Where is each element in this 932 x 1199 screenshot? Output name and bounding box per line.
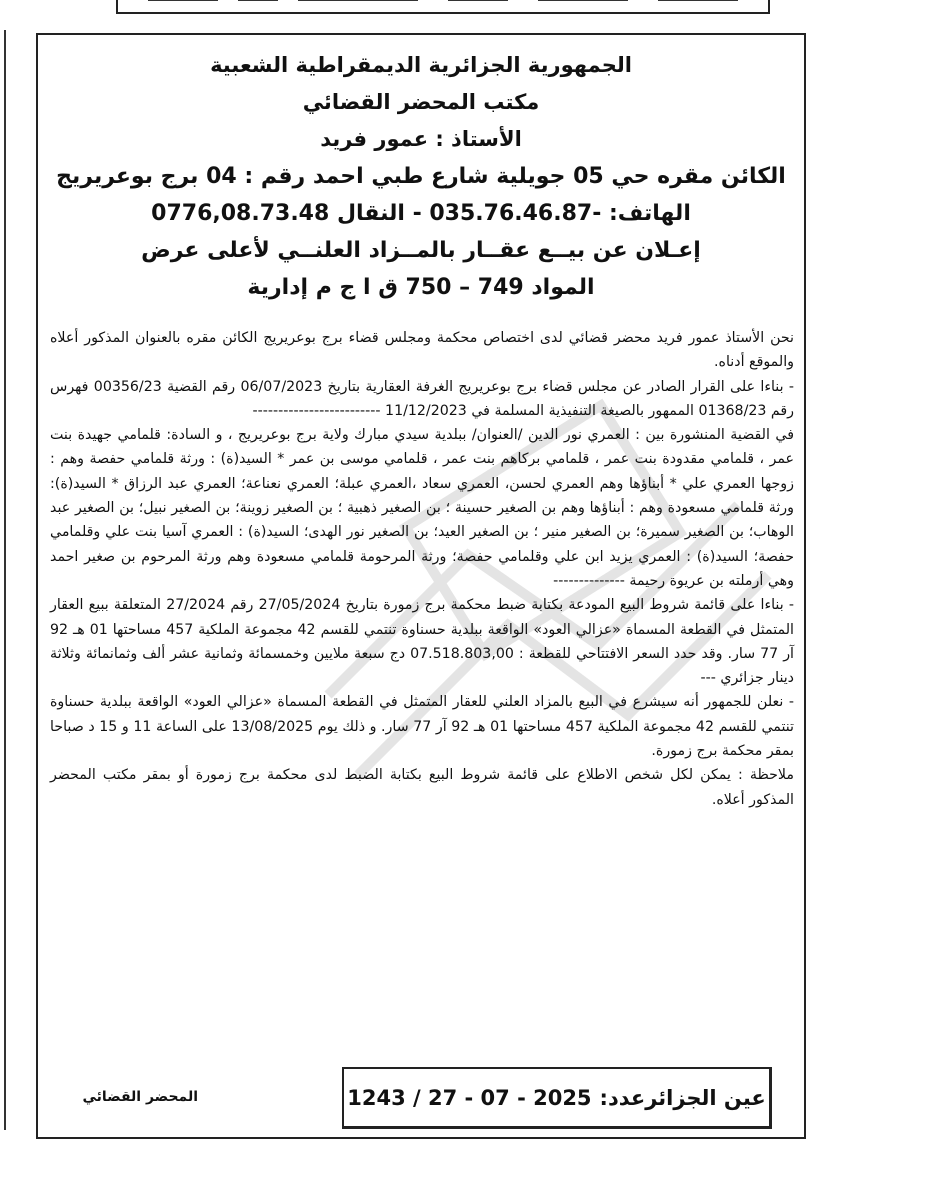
stamp-label: عين الجزائرعدد: bbox=[599, 1085, 766, 1110]
intro-paragraph: نحن الأستاذ عمور فريد محضر قضائي لدى اختصاص محكمة ومجلس قضاء برج بوعريريج الكائن مقره بالعنوان المذكور أعلاه والموقع أدناه. bbox=[50, 330, 794, 371]
court-decision-paragraph: - بناءا على القرار الصادر عن مجلس قضاء برج بوعريريج الغرفة العقارية بتاريخ 06/07/2023 رقم القضية 00356/23 فهرس رقم 01368/23 الممهور بالصيغة التنفيذية المسلمة في 11/12/2023 ------------------------- bbox=[50, 378, 794, 419]
top-strip-dash bbox=[238, 0, 278, 1]
top-strip-dash bbox=[148, 0, 218, 1]
notice-header bbox=[38, 47, 804, 306]
office-address: الكائن مقره حي 05 جويلية شارع طبي احمد رقم : 04 برج بوعريريج bbox=[56, 164, 786, 189]
top-strip-dash bbox=[658, 0, 738, 1]
top-strip-dash bbox=[448, 0, 508, 1]
top-strip-dash bbox=[538, 0, 628, 1]
stamp-value: 1243 / 27 - 07 - 2025 bbox=[347, 1085, 592, 1110]
phone-numbers: الهاتف: -035.76.46.87 - النقال 0776,08.73.48 bbox=[151, 201, 691, 226]
previous-notice-box bbox=[116, 0, 770, 14]
note-paragraph: ملاحظة : يمكن لكل شخص الاطلاع على قائمة شروط البيع بكتابة الضبط لدى محكمة برج زمورة أو بمقر مكتب المحضر المذكور أعلاه. bbox=[50, 767, 794, 808]
top-strip-dash bbox=[298, 0, 418, 1]
legal-articles: المواد 749 – 750 ق ا ج م إدارية bbox=[247, 275, 595, 300]
notice-body bbox=[50, 326, 794, 812]
office-name: مكتب المحضر القضائي bbox=[302, 90, 540, 114]
publication-stamp bbox=[342, 1067, 772, 1129]
notice-title: إعـلان عن بيــع عقــار بالمــزاد العلنــي لأعلى عرض bbox=[141, 238, 701, 263]
auction-announcement-paragraph: - نعلن للجمهور أنه سيشرع في البيع بالمزاد العلني للعقار المتمثل في القطعة المسماة «عزالي العود» الواقعة ببلدية حسناوة تنتمي للقسم 42 مجموعة الملكية 457 مساحتها 01 هـ 92 آر 77 سار. و ذلك يوم 13/08/2025 على الساعة 11 و 15 د صباحا بمقر محكمة برج زمورة. bbox=[50, 694, 794, 760]
republic-name: الجمهورية الجزائرية الديمقراطية الشعبية bbox=[210, 53, 632, 77]
parties-paragraph: في القضية المنشورة بين : العمري نور الدين /العنوان/ ببلدية سيدي مبارك ولاية برج بوعريريج ، و السادة: قلمامي جهيدة بنت عمر ، قلمامي مقدودة بنت عمر ، قلمامي بركاهم بنت عمر ، قلمامي موسى بن عمر * السيد(ة) : ورثة قلمامي حفصة وهم : زوجها العمري علي * أبناؤها وهم العمري لحسن، العمري سعاد ،العمري عبلة؛ العمري نعناعة؛ العمري عبد الرزاق * السيد(ة): ورثة قلمامي مسعودة وهم : أبناؤها وهم بن الصغير حسينة ؛ بن الصغير ذهبية ؛ بن الصغير زوينة؛ بن الصغير نبيل؛ بن الصغير عبد الوهاب؛ بن الصغير سميرة؛ بن الصغير منير ؛ بن الصغير العيد؛ بن الصغير نور الهدى؛ السيد(ة) : العمري آسيا بنت علي وقلمامي حفصة؛ السيد(ة) : العمري يزيد ابن علي وقلمامي حفصة؛ ورثة المرحومة قلمامي مسعودة وهم ورثة المرحوم بن صغير احمد وهي أرملته بن عريوة رحيمة -------------- bbox=[50, 427, 794, 589]
column-rule bbox=[4, 30, 6, 1130]
sale-conditions-paragraph: - بناءا على قائمة شروط البيع المودعة بكتابة ضبط محكمة برج زمورة بتاريخ 27/05/2024 رقم 27/2024 المتعلقة ببيع العقار المتمثل في القطعة المسماة «عزالي العود» الواقعة ببلدية حسناوة تنتمي للقسم 42 مجموعة الملكية 457 مساحتها 01 هـ 92 آر 77 سار. وقد حدد السعر الافتتاحي للقطعة : 07.518.803,00 دج سبعة ملايين وخمسمائة وثمانية عشر ألف وثمانمائة وثلاثة دينار جزائري --- bbox=[50, 597, 794, 687]
bailiff-signature: المحضر القضائي bbox=[82, 1089, 198, 1105]
auction-notice bbox=[36, 33, 806, 1139]
bailiff-name: الأستاذ : عمور فريد bbox=[320, 127, 522, 151]
